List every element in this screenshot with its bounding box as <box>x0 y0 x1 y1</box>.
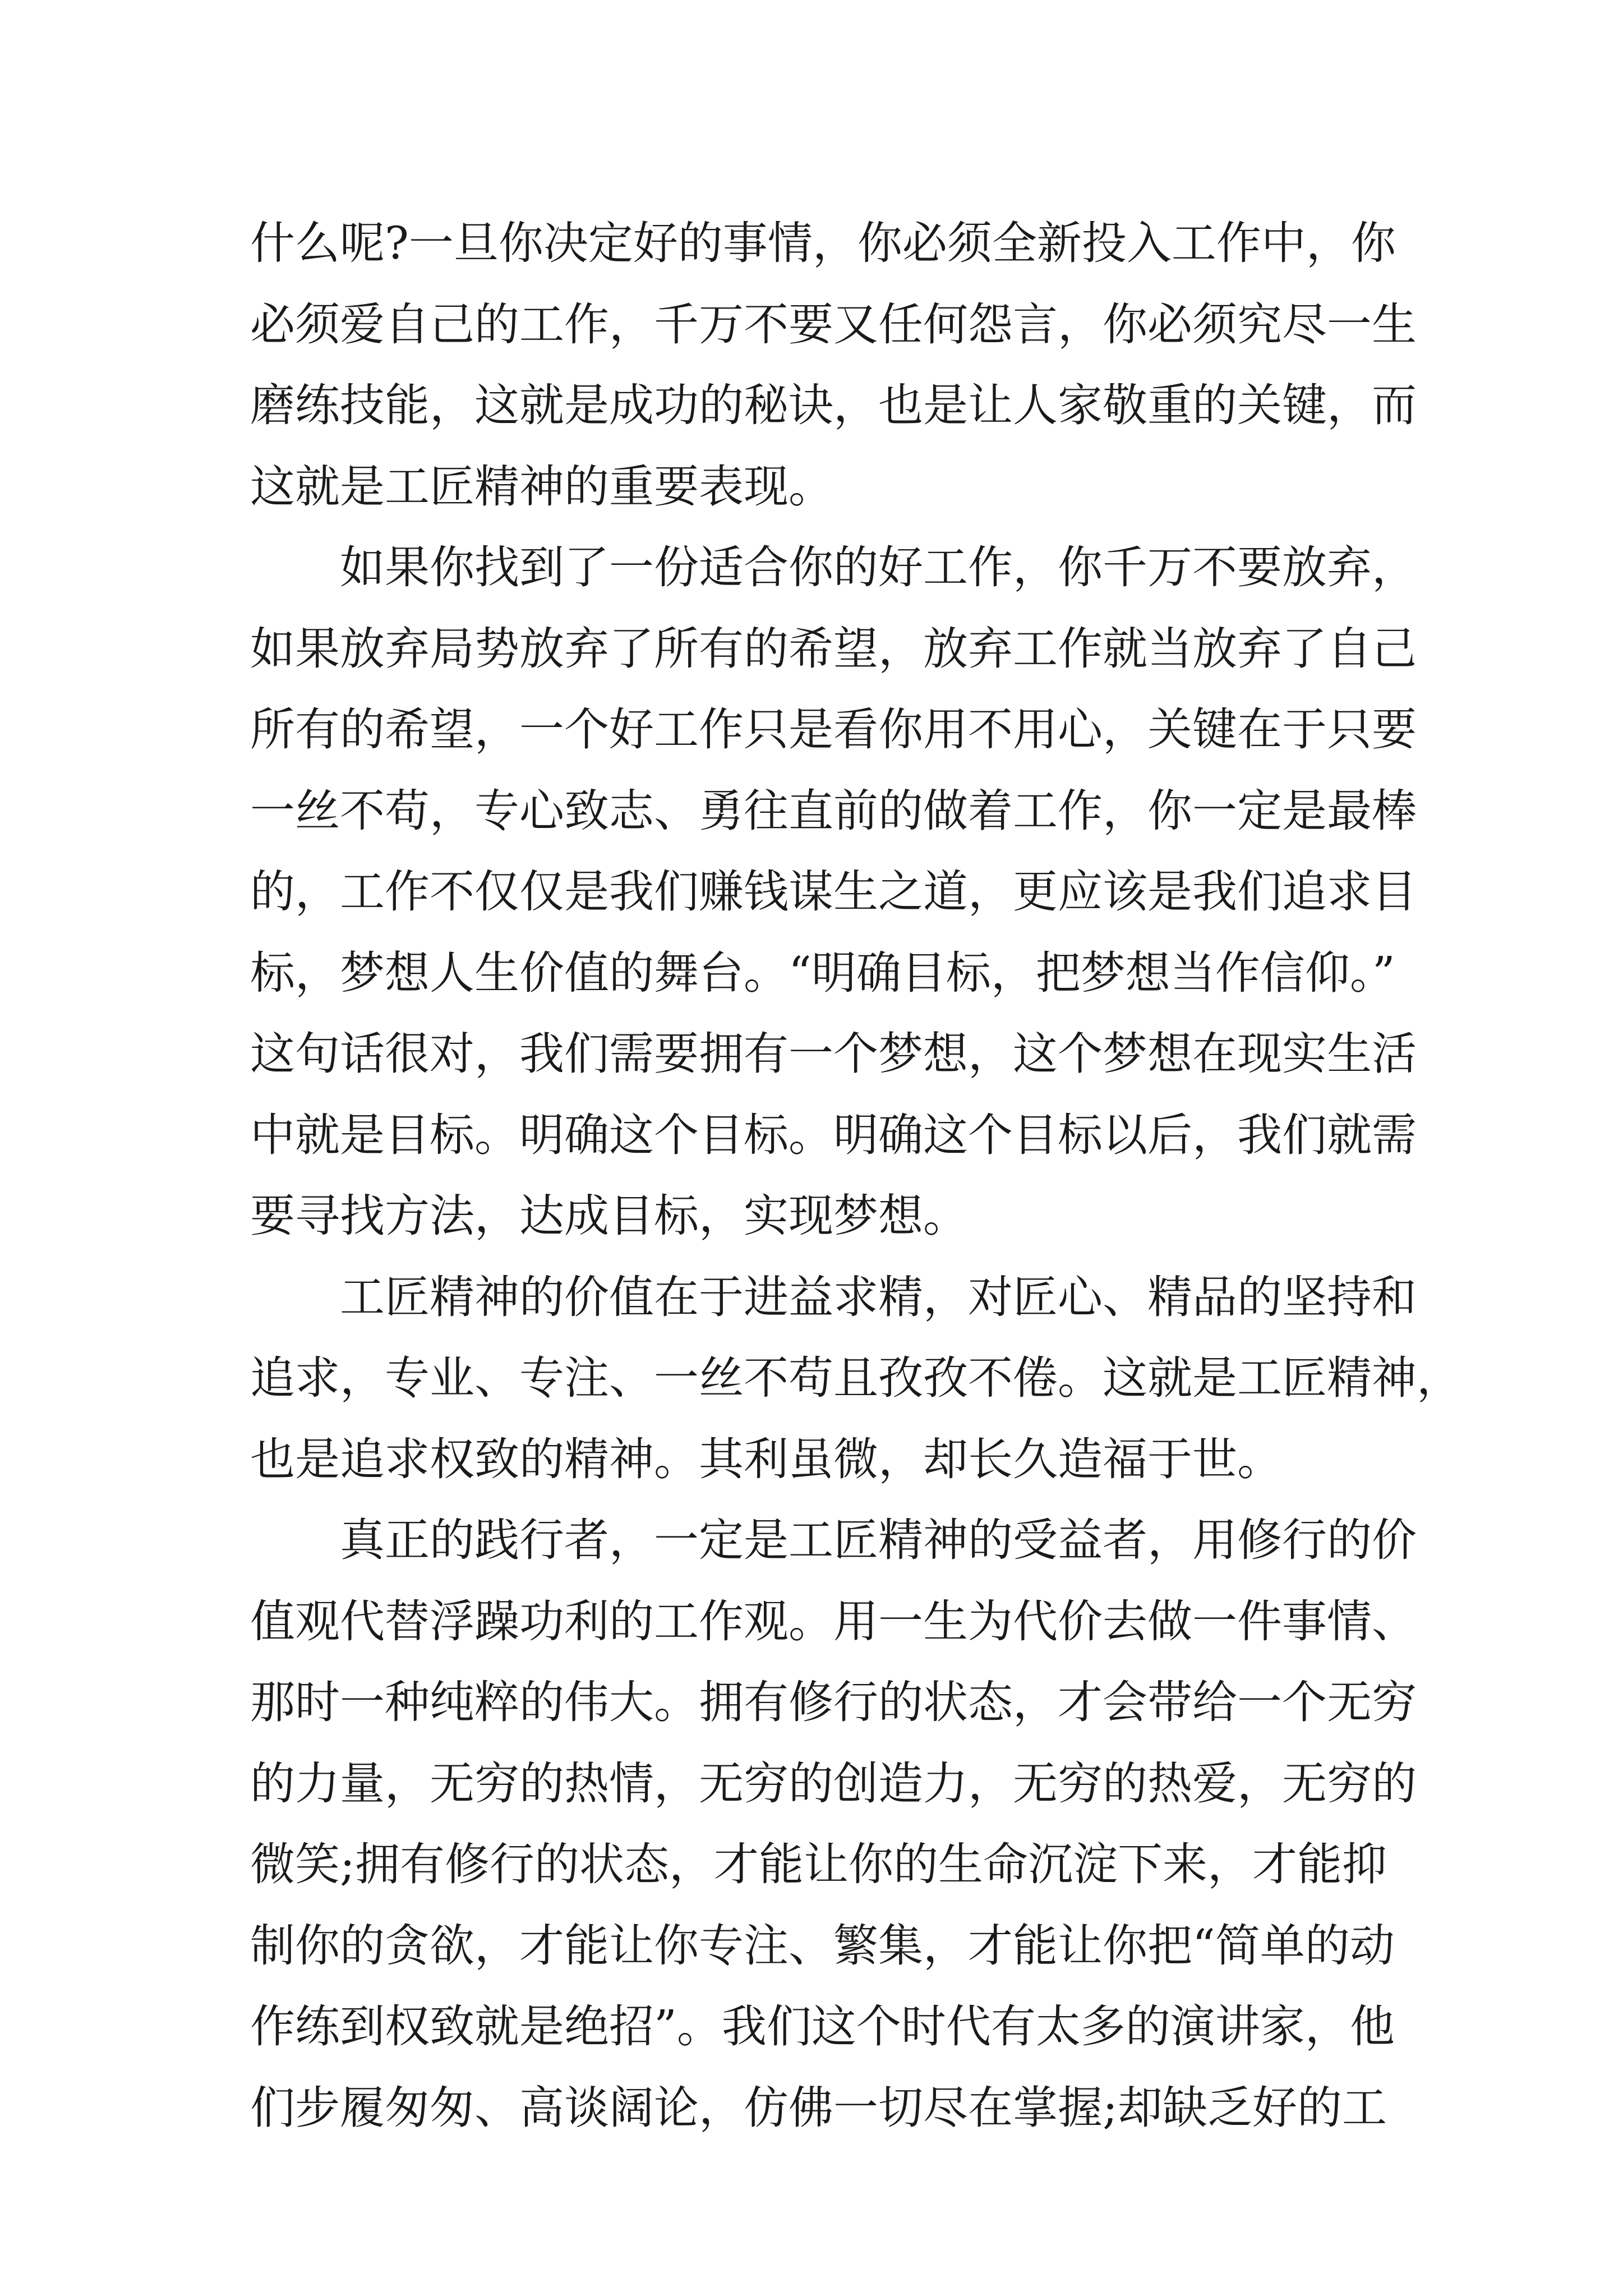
text-line: 什么呢?一旦你决定好的事情，你必须全新投入工作中，你 <box>250 217 1396 269</box>
text-line: 磨练技能，这就是成功的秘诀，也是让人家敬重的关键，而 <box>250 379 1417 431</box>
text-line: 这就是工匠精神的重要表现。 <box>250 460 833 513</box>
text-line: 也是追求权致的精神。其利虽微，却长久造福于世。 <box>250 1433 1282 1485</box>
text-line: 工匠精神的价值在于进益求精，对匠心、精品的坚持和 <box>340 1271 1417 1323</box>
text-line: 必须爱自己的工作，千万不要又任何怨言，你必须究尽一生 <box>250 298 1417 351</box>
text-line: 制你的贪欲，才能让你专注、繁集，才能让你把“简单的动 <box>250 1919 1395 1972</box>
text-line: 真正的践行者，一定是工匠精神的受益者，用修行的价 <box>340 1514 1417 1566</box>
text-line: 如果你找到了一份适合你的好工作，你千万不要放弃， <box>340 541 1417 593</box>
text-line: 要寻找方法，达成目标，实现梦想。 <box>250 1190 968 1242</box>
text-line: 们步履匆匆、高谈阔论，仿佛一切尽在掌握;却缺乏好的工 <box>250 2081 1387 2134</box>
text-line: 作练到权致就是绝招”。我们这个时代有太多的演讲家，他 <box>250 2000 1395 2053</box>
text-line: 追求，专业、专注、一丝不苟且孜孜不倦。这就是工匠精神， <box>250 1352 1461 1404</box>
text-line: 这句话很对，我们需要拥有一个梦想，这个梦想在现实生活 <box>250 1028 1417 1080</box>
text-line: 微笑;拥有修行的状态，才能让你的生命沉淀下来，才能抑 <box>250 1838 1387 1890</box>
paragraph-4 <box>250 1500 1417 2148</box>
text-line: 的力量，无穷的热情，无穷的创造力，无穷的热爱，无穷的 <box>250 1757 1417 1810</box>
text-line: 一丝不苟，专心致志、勇往直前的做着工作，你一定是最棒 <box>250 784 1417 837</box>
text-line: 所有的希望，一个好工作只是看你用不用心，关键在于只要 <box>250 703 1417 756</box>
text-line: 值观代替浮躁功利的工作观。用一生为代价去做一件事情、 <box>250 1595 1417 1648</box>
text-line: 的，工作不仅仅是我们赚钱谋生之道，更应该是我们追求目 <box>250 866 1417 918</box>
text-line: 标，梦想人生价值的舞台。“明确目标，把梦想当作信仰。” <box>250 946 1395 999</box>
paragraph-3 <box>250 1257 1461 1501</box>
paragraph-1 <box>250 203 1417 527</box>
text-line: 那时一种纯粹的伟大。拥有修行的状态，才会带给一个无穷 <box>250 1676 1417 1728</box>
text-line: 如果放弃局势放弃了所有的希望，放弃工作就当放弃了自己 <box>250 622 1417 675</box>
document-body <box>250 203 1461 2148</box>
paragraph-2 <box>250 527 1417 1257</box>
text-line: 中就是目标。明确这个目标。明确这个目标以后，我们就需 <box>250 1108 1417 1161</box>
